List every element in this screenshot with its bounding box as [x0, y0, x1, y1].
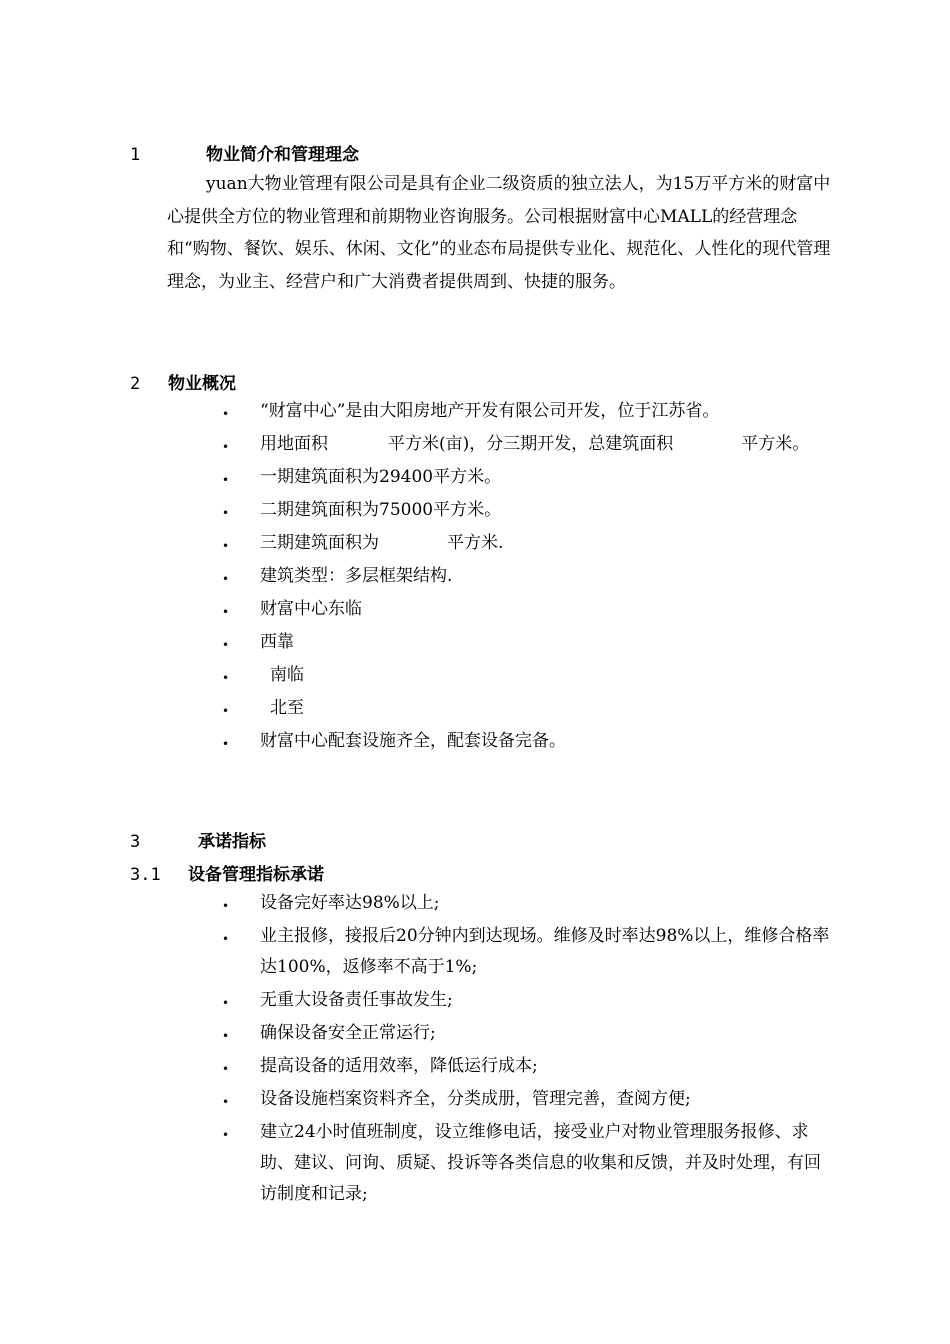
list-item: • 提高设备的适用效率，降低运行成本;: [222, 1051, 834, 1082]
list-item: • 北至: [222, 693, 834, 724]
section-number: 3.1: [130, 865, 161, 885]
bullet-icon: •: [222, 1029, 230, 1043]
section-number: 3: [130, 832, 141, 852]
list-item: • 财富中心东临: [222, 594, 834, 625]
section-number: 1: [130, 145, 141, 165]
section-number: 2: [130, 374, 141, 394]
list-item: • 业主报修，接报后20分钟内到达现场。维修及时率达98%以上，维修合格率达100%，返修率不高于1%;: [222, 926, 830, 977]
list-item: • 西靠: [222, 627, 834, 658]
overview-list: [222, 396, 834, 759]
bullet-icon: •: [222, 506, 230, 520]
bullet-icon: •: [222, 1062, 230, 1076]
list-item: • 建立24小时值班制度，设立维修电话，接受业户对物业管理服务报修、求助、建议、问询、质疑、投诉等各类信息的收集和反馈，并及时处理，有回访制度和记录;: [222, 1122, 821, 1204]
list-item: • 无重大设备责任事故发生;: [222, 985, 834, 1016]
list-item: • 三期建筑面积为 平方米.: [222, 528, 834, 559]
intro-paragraph: yuan大物业管理有限公司是具有企业二级资质的独立法人，为15万平方米的财富中心提供全方位的物业管理和前期物业咨询服务。公司根据财富中心MALL的经营理念和“购物、餐饮、娱乐、休闲、文化”的业态布局提供专业化、规范化、人性化的现代管理理念，为业主、经营户和广大消费者提供周到、快捷的服务。: [167, 174, 831, 292]
list-item: • 二期建筑面积为75000平方米。: [222, 495, 834, 526]
bullet-icon: •: [222, 704, 230, 718]
bullet-icon: •: [222, 605, 230, 619]
section-heading-3-1: [130, 860, 324, 885]
list-item: • 南临: [222, 660, 834, 691]
section-heading-1: [130, 140, 359, 165]
bullet-icon: •: [222, 1128, 230, 1142]
section-title: 物业概况: [168, 374, 236, 394]
bullet-icon: •: [222, 473, 230, 487]
list-item: • 确保设备安全正常运行;: [222, 1018, 834, 1049]
section-title: 设备管理指标承诺: [188, 865, 324, 885]
bullet-icon: •: [222, 407, 230, 421]
bullet-icon: •: [222, 899, 230, 913]
equipment-commitment-list: [222, 888, 834, 1212]
list-item: • “财富中心”是由大阳房地产开发有限公司开发，位于江苏省。: [222, 396, 834, 427]
list-item: • 设备设施档案资料齐全，分类成册，管理完善，查阅方便;: [222, 1084, 834, 1115]
bullet-icon: •: [222, 440, 230, 454]
section-heading-3: [130, 827, 266, 852]
section-title: 物业简介和管理理念: [206, 145, 359, 165]
list-item: • 一期建筑面积为29400平方米。: [222, 462, 834, 493]
bullet-icon: •: [222, 1095, 230, 1109]
bullet-icon: •: [222, 539, 230, 553]
bullet-icon: •: [222, 932, 230, 946]
list-item: • 用地面积 平方米(亩)，分三期开发，总建筑面积 平方米。: [222, 429, 834, 460]
list-item: • 财富中心配套设施齐全，配套设备完备。: [222, 726, 834, 757]
bullet-icon: •: [222, 671, 230, 685]
bullet-icon: •: [222, 996, 230, 1010]
section-heading-2: [130, 369, 236, 394]
list-item: • 建筑类型：多层框架结构.: [222, 561, 834, 592]
list-item: • 设备完好率达98%以上;: [222, 888, 834, 919]
bullet-icon: •: [222, 737, 230, 751]
section-title: 承诺指标: [198, 832, 266, 852]
bullet-icon: •: [222, 572, 230, 586]
bullet-icon: •: [222, 638, 230, 652]
